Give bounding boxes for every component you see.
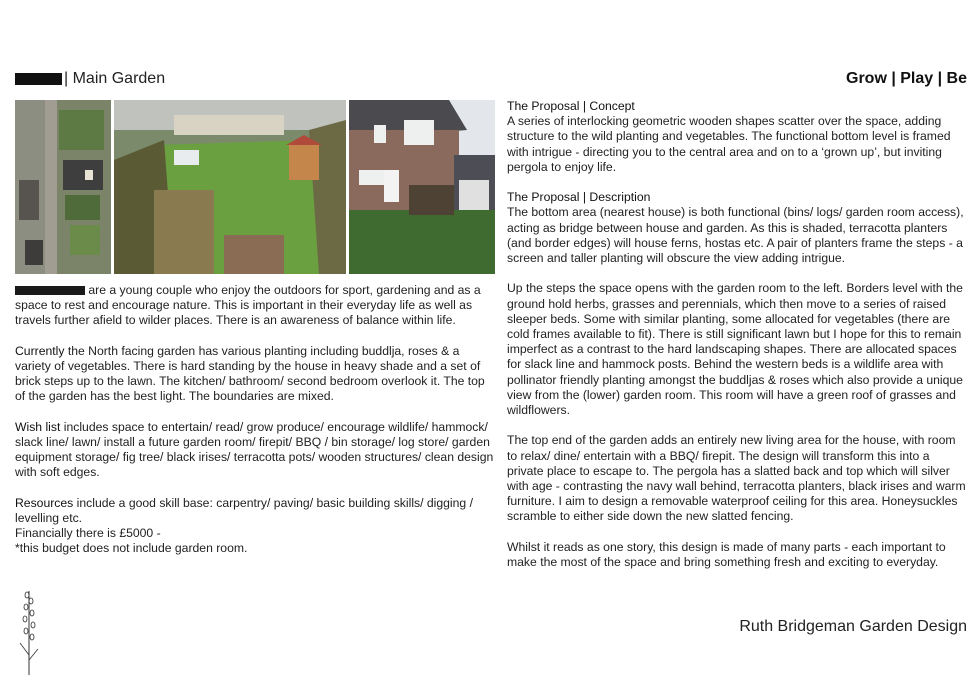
intro-paragraph [15, 283, 495, 329]
proposal [507, 99, 969, 585]
resources-paragraph [15, 496, 495, 557]
garden-lawn-photo [114, 100, 346, 274]
resources-text: include a good skill base: carpentry/ paving/ basic building skills/ digging / levelling etc. [15, 495, 473, 525]
currently-text: the North facing garden has various planting including buddlja, roses & a variety of vegetables. There is hard standing by the house in heavy shade and a set of brick steps up to the lawn. The kitchen/ bathroom/ second bedroom overlook it. The top of the garden has the best light. The boundaries are mixed. [15, 343, 485, 404]
concept-heading: The Proposal | Concept [507, 99, 635, 113]
resources-label: Resources [15, 495, 74, 510]
designer-name: Ruth Bridgeman Garden Design [739, 618, 967, 635]
financial-text: Financially there is £5000 - [15, 526, 161, 541]
aerial-map-photo [15, 100, 111, 274]
budget-note: *this budget does not include garden room. [15, 541, 248, 556]
concept-section [507, 99, 969, 175]
wishlist-text: includes space to entertain/ read/ grow produce/ encourage wildlife/ hammock/ slack line/ lawn/ install a future garden room/ firepit/ BBQ / bin storage/ log store/ garden equipment storage/ fig tree/ black irises/ terracotta pots/ wooden structures/ clean design with soft edges. [15, 419, 494, 480]
currently-paragraph [15, 344, 495, 405]
client-brief [15, 283, 495, 557]
description-paragraph-3: The top end of the garden adds an entirely new living area for the house, with room to relax/ dine/ entertain with a BBQ/ firepit. The design will transform this into a private place to escape to. The pergola has a slatted back and top which will silver with age - contrasting the navy wall behind, terracotta planters, black irises and warm furniture. I aim to design a removable waterproof ceiling for this area. Honeysuckles scramble to either side down the new slatted fencing. [507, 433, 966, 524]
tagline: Grow | Play | Be [846, 70, 967, 87]
wishlist-paragraph [15, 420, 495, 481]
redacted-client-name [15, 73, 62, 85]
description-heading: The Proposal | Description [507, 190, 651, 205]
description-paragraph-1: The bottom area (nearest house) is both functional (bins/ logs/ garden room access), acting as bridge between house and garden. As this is shaded, terracotta planters (and border edges) will house ferns, hostas etc. A pair of planters frame the steps - a screen and taller planting will obscure the view adding intrigue. [507, 205, 964, 266]
concept-text: A series of interlocking geometric wooden shapes scatter over the space, adding structure to the wild planting and vegetables. The functional bottom level is framed with intrigue - directing you to the central area and on to a ‘grown up’, but inviting pergola to enjoy life. [507, 114, 951, 174]
redacted-client-names [15, 286, 85, 295]
intro-text: are a young couple who enjoy the outdoors for sport, gardening and as a space to rest and encourage nature. This is important in their everyday life as well as travels further afield to wilder places. There is an awareness of balance within life. [15, 283, 481, 328]
description-paragraph-4: Whilst it reads as one story, this design is made of many parts - each important to make the most of the space and bring something fresh and exciting to everyday. [507, 539, 946, 570]
section-title-text: | Main Garden [64, 70, 166, 87]
lavender-sprig-icon [14, 585, 44, 677]
photo-strip [15, 100, 495, 274]
house-rear-photo [349, 100, 495, 274]
description-section [507, 190, 969, 266]
currently-label: Currently [15, 343, 65, 358]
page-section-title [15, 70, 165, 88]
wishlist-label: Wish list [15, 419, 61, 434]
description-paragraph-2: Up the steps the space opens with the garden room to the left. Borders level with the ground hold herbs, grasses and perennials, which then move to a series of raised sleeper beds. Some with similar planting, some allocated for vegetables (there are cold frames available to fit). There is still significant lawn but I hope for this to remain imperfect as a contrast to the hard landscaping shapes. There are allocated spaces for slack line and hammock posts. Behind the western beds is a wildlife area with pollinator friendly planting amongst the buddljas & roses which also provide a unique view from the (lower) garden room. This room will have a green roof of grasses and wildflowers. [507, 281, 963, 418]
